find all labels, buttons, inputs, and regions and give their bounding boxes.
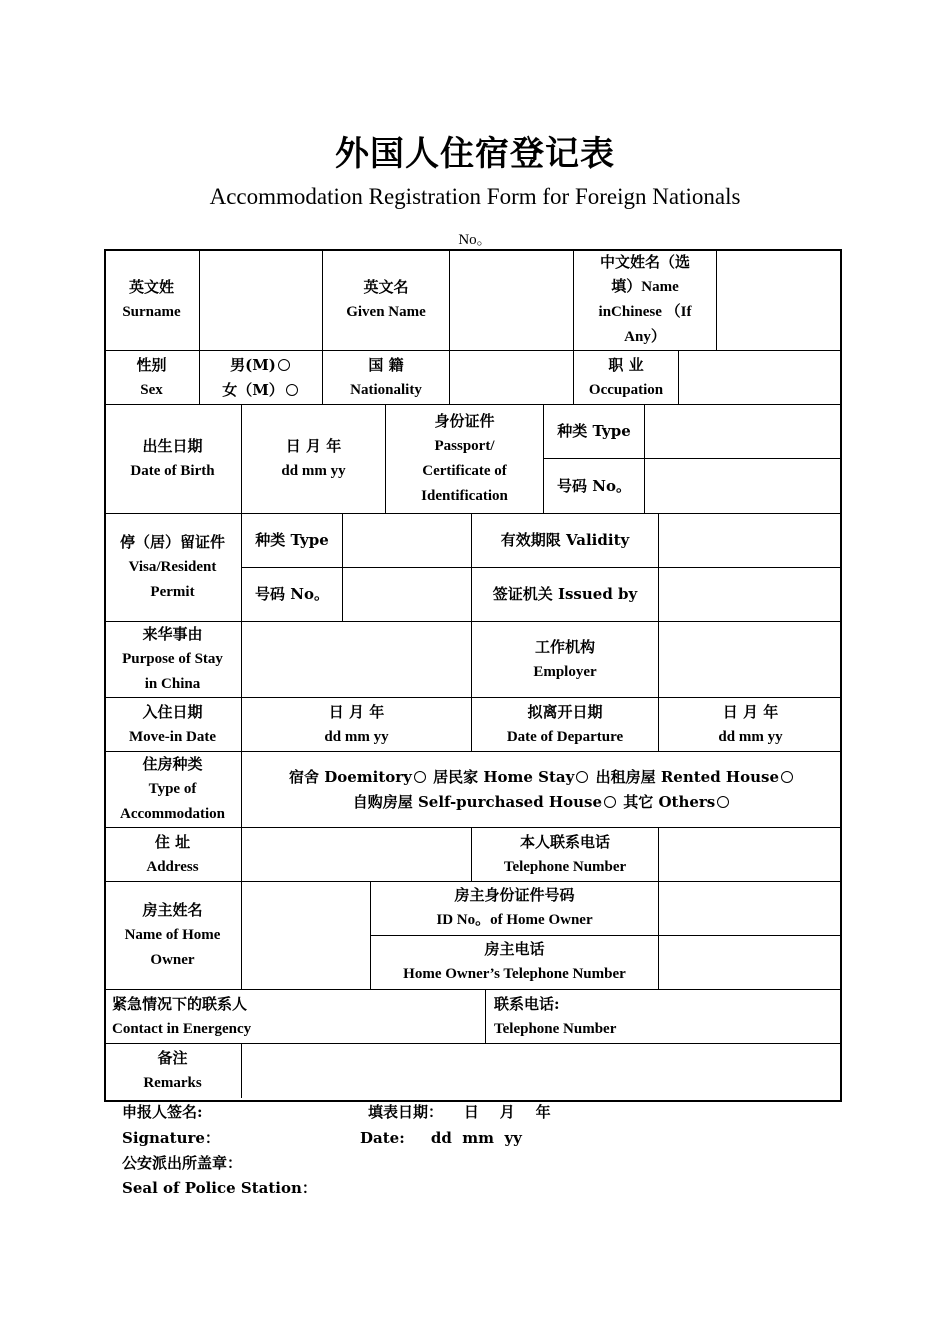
owner-id-label — [371, 882, 659, 935]
home-stay-radio-icon[interactable] — [576, 771, 588, 783]
male-radio-icon[interactable] — [278, 359, 290, 371]
move-in-label-cn: 入住日期 — [142, 702, 203, 721]
visa-label-cn: 停（居）留证件 — [119, 533, 225, 551]
id-number-row — [544, 459, 842, 513]
id-number-label — [544, 459, 645, 513]
chinese-name-field[interactable] — [717, 249, 842, 350]
dormitory-radio-icon[interactable] — [414, 771, 426, 783]
owner-phone-label-en: Home Owner’s Telephone Number — [403, 966, 626, 983]
remarks-label-cn: 备注 — [157, 1049, 188, 1067]
owner-phone-label-cn: 房主电话 — [484, 940, 545, 959]
emergency-phone-label-cn: 联系电话: — [494, 994, 560, 1013]
move-in-format-en: dd mm yy — [324, 728, 389, 745]
female-option-label: 女（M） — [222, 380, 284, 399]
acc-label-cn: 住房种类 — [142, 755, 203, 773]
sex-label-cn: 性别 — [136, 355, 167, 374]
surname-field[interactable] — [200, 249, 323, 350]
given-name-label-cn: 英文名 — [363, 277, 409, 296]
sex-label — [104, 351, 200, 404]
nationality-field[interactable] — [450, 351, 574, 404]
option-rented-house-label: 出租房屋 Rented House — [595, 767, 779, 786]
chinese-name-label-line1: 中文姓名（选 — [599, 252, 690, 271]
visa-type-label — [242, 514, 343, 567]
signature-label-en: Signature： — [122, 1129, 220, 1147]
row-emergency-contact — [104, 990, 842, 1044]
owner-name-label — [104, 882, 242, 989]
police-seal-label-en: Seal of Police Station： — [122, 1179, 317, 1197]
identification-label — [386, 405, 544, 513]
visa-type-field[interactable] — [343, 514, 472, 567]
address-label-en: Address — [146, 858, 199, 875]
owner-id-label-cn: 房主身份证件号码 — [454, 886, 575, 905]
form-number: No。 — [458, 232, 492, 248]
rented-house-radio-icon[interactable] — [781, 771, 793, 783]
row-visa — [104, 514, 842, 622]
visa-label — [104, 514, 242, 621]
departure-label-cn: 拟离开日期 — [527, 702, 603, 721]
visa-number-label — [242, 568, 343, 622]
dob-label-cn: 出生日期 — [142, 437, 203, 455]
departure-format-en: dd mm yy — [718, 728, 783, 745]
visa-number-field[interactable] — [343, 568, 472, 622]
owner-name-label-line3: Owner — [150, 952, 195, 968]
employer-label-en: Employer — [533, 663, 597, 680]
sex-label-en: Sex — [140, 381, 163, 398]
owner-id-label-en: ID No。of Home Owner — [436, 912, 593, 929]
validity-label — [472, 514, 659, 567]
remarks-label-en: Remarks — [143, 1075, 202, 1091]
validity-label-text: 有效期限 Validity — [500, 530, 630, 549]
address-label — [104, 828, 242, 881]
move-in-field[interactable] — [242, 698, 472, 751]
sex-options — [200, 351, 323, 404]
owner-phone-row — [371, 936, 842, 990]
surname-label-cn: 英文姓 — [128, 277, 174, 296]
given-name-field[interactable] — [450, 249, 574, 350]
given-name-label — [323, 249, 450, 350]
dob-format-cn: 日 月 年 — [285, 437, 342, 455]
form-title-english: Accommodation Registration Form for Foreign Nationals — [209, 184, 741, 209]
id-type-label — [544, 405, 645, 458]
fill-date-label-cn: 填表日期： 日 月 年 — [368, 1103, 551, 1121]
remarks-label — [104, 1044, 242, 1098]
address-label-cn: 住 址 — [154, 832, 191, 851]
row-home-owner — [104, 882, 842, 990]
owner-subtable — [371, 882, 842, 989]
issued-by-field[interactable] — [659, 568, 842, 622]
phone-field[interactable] — [659, 828, 842, 881]
emergency-phone-label-en: Telephone Number — [494, 1020, 617, 1037]
owner-id-row — [371, 882, 842, 936]
remarks-field[interactable] — [242, 1044, 842, 1098]
id-label-line3: Certificate of — [422, 463, 507, 479]
given-name-label-en: Given Name — [346, 303, 426, 320]
identification-subtable — [544, 405, 842, 513]
occupation-field[interactable] — [679, 351, 842, 404]
departure-label-en: Date of Departure — [506, 728, 624, 745]
dob-label-en: Date of Birth — [130, 463, 215, 479]
chinese-name-label-line3: inChinese （If — [598, 303, 692, 320]
employer-label-cn: 工作机构 — [534, 637, 595, 656]
owner-id-field[interactable] — [659, 882, 842, 935]
id-label-cn: 身份证件 — [434, 412, 495, 430]
row-name — [104, 249, 842, 351]
option-dormitory-label: 宿舍 Doemitory — [288, 767, 412, 786]
row-accommodation-type — [104, 752, 842, 828]
self-purchased-radio-icon[interactable] — [604, 796, 616, 808]
visa-subtable — [242, 514, 842, 621]
move-in-label-en: Move-in Date — [128, 728, 217, 745]
visa-number-row — [242, 568, 842, 622]
validity-field[interactable] — [659, 514, 842, 567]
date-of-birth-label — [104, 405, 242, 513]
id-number-label-text: 号码 No。 — [557, 476, 631, 495]
row-remarks — [104, 1044, 842, 1098]
occupation-label-cn: 职 业 — [608, 355, 644, 374]
phone-label — [472, 828, 659, 881]
purpose-label — [104, 622, 242, 697]
departure-label — [472, 698, 659, 751]
id-label-line4: Identification — [421, 488, 508, 504]
emergency-contact-label-cn: 紧急情况下的联系人 — [112, 994, 248, 1013]
row-dates — [104, 698, 842, 752]
police-seal-label-cn: 公安派出所盖章： — [122, 1154, 243, 1172]
visa-type-row — [242, 514, 842, 568]
nationality-label-en: Nationality — [350, 381, 422, 398]
signature-label-cn: 申报人签名: — [122, 1103, 203, 1121]
female-option[interactable] — [222, 378, 300, 403]
purpose-field[interactable] — [242, 622, 472, 697]
id-type-field[interactable] — [645, 405, 842, 458]
emergency-contact-field[interactable] — [104, 990, 486, 1043]
accommodation-options — [242, 752, 842, 827]
visa-label-line3: Permit — [150, 584, 195, 600]
row-address — [104, 828, 842, 882]
acc-label-line3: Accommodation — [120, 806, 225, 822]
acc-options-line1 — [289, 765, 795, 790]
address-field[interactable] — [242, 828, 472, 881]
row-sex-nationality — [104, 351, 842, 405]
chinese-name-label-line2: 填）Name — [611, 278, 679, 295]
departure-field[interactable] — [659, 698, 842, 751]
male-option[interactable] — [230, 353, 292, 378]
phone-label-cn: 本人联系电话 — [519, 832, 610, 851]
owner-name-field[interactable] — [242, 882, 371, 989]
purpose-label-line3: in China — [144, 676, 201, 692]
emergency-phone-field[interactable] — [486, 990, 842, 1043]
visa-label-line2: Visa/Resident — [128, 559, 217, 575]
option-self-purchased-label: 自购房屋 Self-purchased House — [352, 792, 602, 811]
acc-label-line2: Type of — [148, 781, 197, 797]
employer-field[interactable] — [659, 622, 842, 697]
accommodation-type-label — [104, 752, 242, 827]
chinese-name-label-line4: Any） — [624, 328, 666, 345]
row-birth-identification — [104, 405, 842, 514]
visa-number-label-text: 号码 No。 — [255, 584, 329, 603]
surname-label-en: Surname — [122, 303, 181, 320]
form-title-chinese: 外国人住宿登记表 — [335, 134, 615, 174]
fill-date-label-en: Date: dd mm yy — [360, 1129, 522, 1147]
move-in-format-cn: 日 月 年 — [328, 702, 385, 721]
id-type-label-text: 种类 Type — [557, 422, 631, 440]
owner-name-label-line2: Name of Home — [124, 927, 221, 943]
id-number-field[interactable] — [645, 459, 842, 513]
occupation-label — [574, 351, 679, 404]
row-purpose — [104, 622, 842, 698]
registration-table — [104, 249, 842, 1098]
departure-format-cn: 日 月 年 — [722, 702, 779, 721]
nationality-label-cn: 国 籍 — [368, 355, 404, 374]
purpose-label-cn: 来华事由 — [142, 625, 203, 643]
date-of-birth-field[interactable] — [242, 405, 386, 513]
female-radio-icon[interactable] — [286, 384, 298, 396]
male-option-label: 男(M) — [230, 355, 276, 374]
owner-phone-label — [371, 936, 659, 990]
acc-options-line2 — [353, 790, 732, 815]
occupation-label-en: Occupation — [588, 381, 664, 398]
visa-type-label-text: 种类 Type — [255, 530, 329, 549]
id-type-row — [544, 405, 842, 459]
id-label-line2: Passport/ — [434, 438, 495, 454]
owner-name-label-cn: 房主姓名 — [142, 901, 203, 919]
phone-label-en: Telephone Number — [503, 858, 627, 875]
option-others-label: 其它 Others — [623, 792, 716, 811]
surname-label — [104, 249, 200, 350]
chinese-name-label — [574, 249, 717, 350]
issued-by-label-text: 签证机关 Issued by — [492, 584, 638, 603]
move-in-label — [104, 698, 242, 751]
employer-label — [472, 622, 659, 697]
dob-format-en: dd mm yy — [281, 463, 346, 479]
option-home-stay-label: 居民家 Home Stay — [433, 767, 575, 786]
purpose-label-line2: Purpose of Stay — [122, 651, 223, 667]
others-radio-icon[interactable] — [717, 796, 729, 808]
emergency-contact-label-en: Contact in Energency — [112, 1020, 252, 1037]
owner-phone-field[interactable] — [659, 936, 842, 990]
nationality-label — [323, 351, 450, 404]
issued-by-label — [472, 568, 659, 622]
